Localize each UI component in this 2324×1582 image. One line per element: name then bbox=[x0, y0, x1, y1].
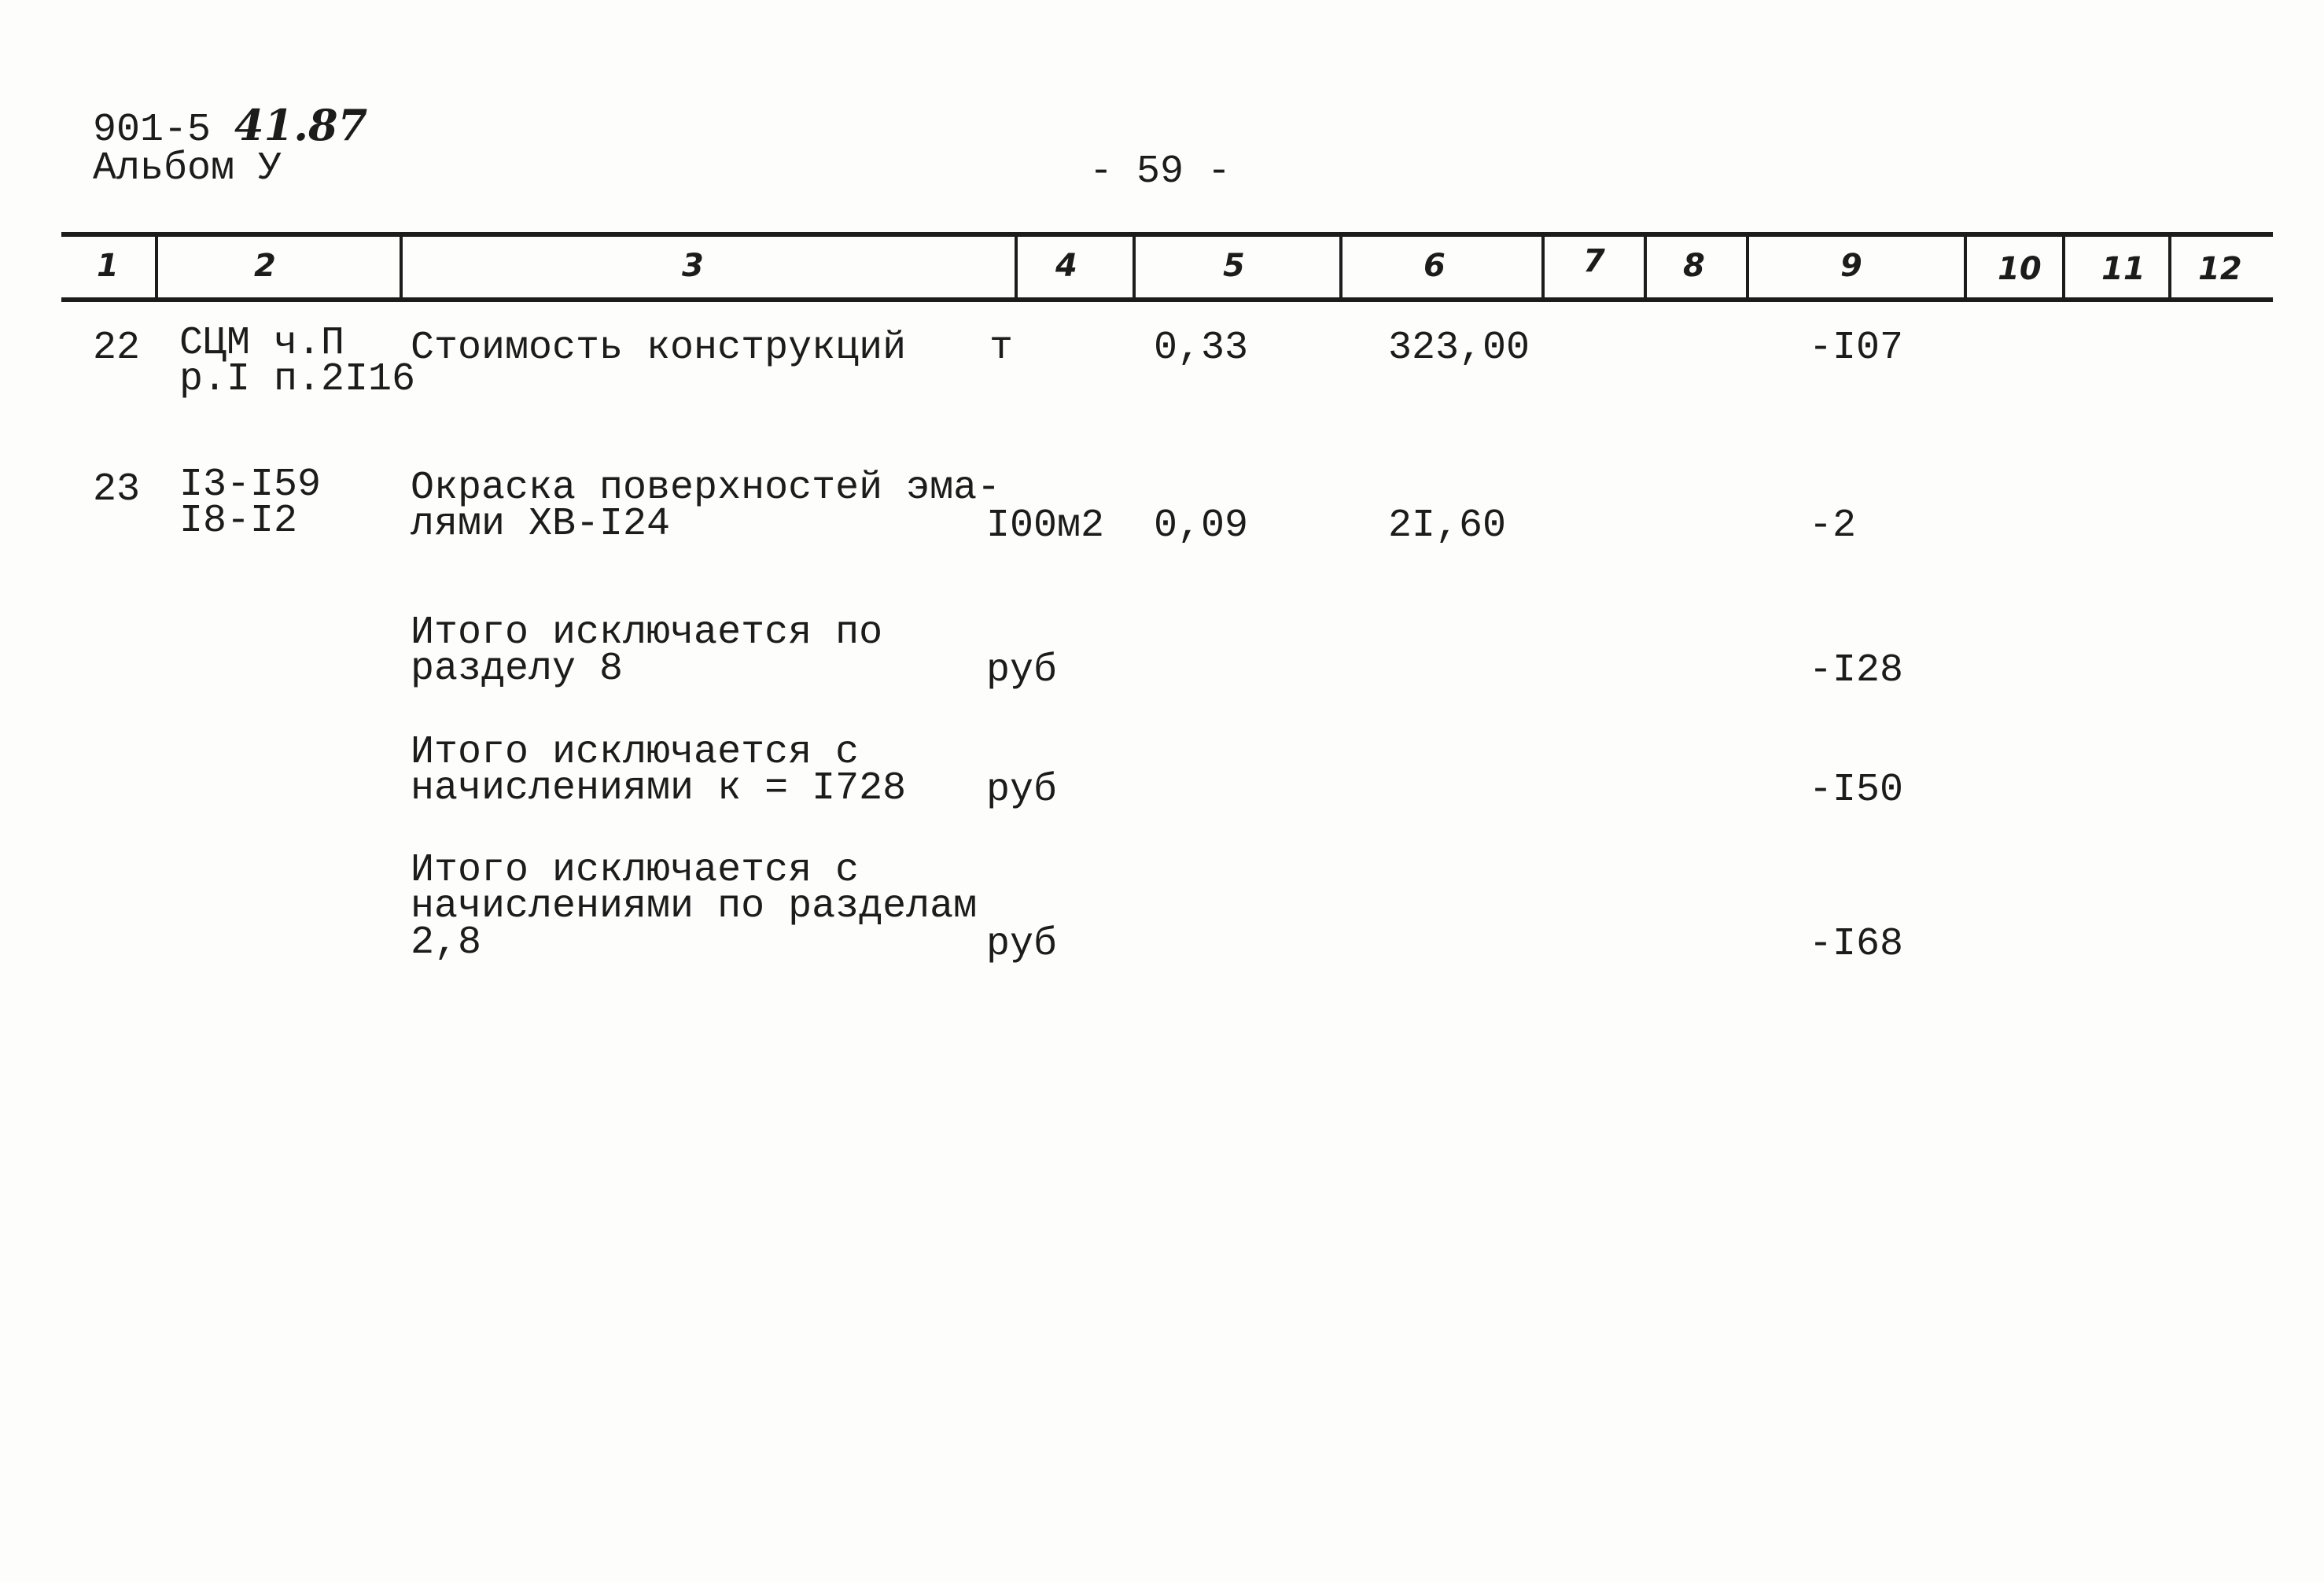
column-header-6: 6 bbox=[1423, 248, 1446, 284]
row-22-reference: СЦМ ч.П р.I п.2I16 bbox=[179, 321, 416, 402]
total-3-description: Итого исключается с начислениями по разделам 2,8 bbox=[411, 848, 978, 965]
row-22-unit: т bbox=[989, 326, 1014, 371]
row-22-col9: -I07 bbox=[1809, 326, 1904, 371]
column-divider bbox=[1541, 234, 1545, 301]
column-header-11: 11 bbox=[2101, 251, 2145, 287]
column-header-4: 4 bbox=[1055, 248, 1077, 284]
column-header-1: 1 bbox=[97, 248, 119, 284]
column-header-2: 2 bbox=[254, 248, 276, 284]
row-22-price: 323,00 bbox=[1388, 326, 1530, 371]
column-header-3: 3 bbox=[682, 248, 704, 284]
row-23-price: 2I,60 bbox=[1388, 503, 1507, 548]
total-3-unit: руб bbox=[986, 922, 1058, 967]
column-divider bbox=[1339, 234, 1342, 301]
total-1-col9: -I28 bbox=[1809, 648, 1904, 693]
row-23-description: Окраска поверхностей эма- лями ХВ-I24 bbox=[411, 466, 1001, 547]
row-22-description: Стоимость конструкций bbox=[411, 326, 907, 371]
total-2-unit: руб bbox=[986, 768, 1058, 813]
document-code-printed: 901-5 bbox=[93, 108, 212, 153]
column-divider bbox=[2168, 234, 2171, 301]
row-22-quantity: 0,33 bbox=[1154, 326, 1249, 371]
column-header-5: 5 bbox=[1223, 248, 1245, 284]
document-code bbox=[93, 100, 368, 153]
row-23-quantity: 0,09 bbox=[1154, 503, 1249, 548]
column-header-12: 12 bbox=[2198, 251, 2242, 287]
total-3-col9: -I68 bbox=[1809, 922, 1904, 967]
column-header-7: 7 bbox=[1583, 243, 1605, 279]
column-divider bbox=[155, 234, 158, 301]
row-23-unit: I00м2 bbox=[986, 503, 1105, 548]
column-divider bbox=[400, 234, 403, 301]
total-1-unit: руб bbox=[986, 648, 1058, 693]
column-divider bbox=[1133, 234, 1136, 301]
table-header-rule bbox=[61, 297, 2273, 302]
total-1-description: Итого исключается по разделу 8 bbox=[411, 610, 883, 691]
row-23-reference: I3-I59 I8-I2 bbox=[179, 463, 322, 544]
total-2-col9: -I50 bbox=[1809, 768, 1904, 813]
column-divider bbox=[1015, 234, 1018, 301]
column-divider bbox=[2062, 234, 2065, 301]
column-header-9: 9 bbox=[1840, 248, 1862, 284]
album-label: Альбом У bbox=[93, 146, 282, 191]
column-divider bbox=[1644, 234, 1647, 301]
column-header-10: 10 bbox=[1998, 251, 2042, 287]
column-header-8: 8 bbox=[1683, 248, 1705, 284]
row-23-number: 23 bbox=[93, 467, 141, 512]
column-divider bbox=[1746, 234, 1749, 301]
row-23-col9: -2 bbox=[1809, 503, 1857, 548]
table-top-rule bbox=[61, 232, 2273, 237]
page-number: - 59 - bbox=[1089, 149, 1232, 194]
column-divider bbox=[1964, 234, 1967, 301]
total-2-description: Итого исключается с начислениями к = I728 bbox=[411, 730, 907, 811]
row-22-number: 22 bbox=[93, 326, 141, 371]
document-code-handwritten: 41.87 bbox=[234, 100, 368, 150]
